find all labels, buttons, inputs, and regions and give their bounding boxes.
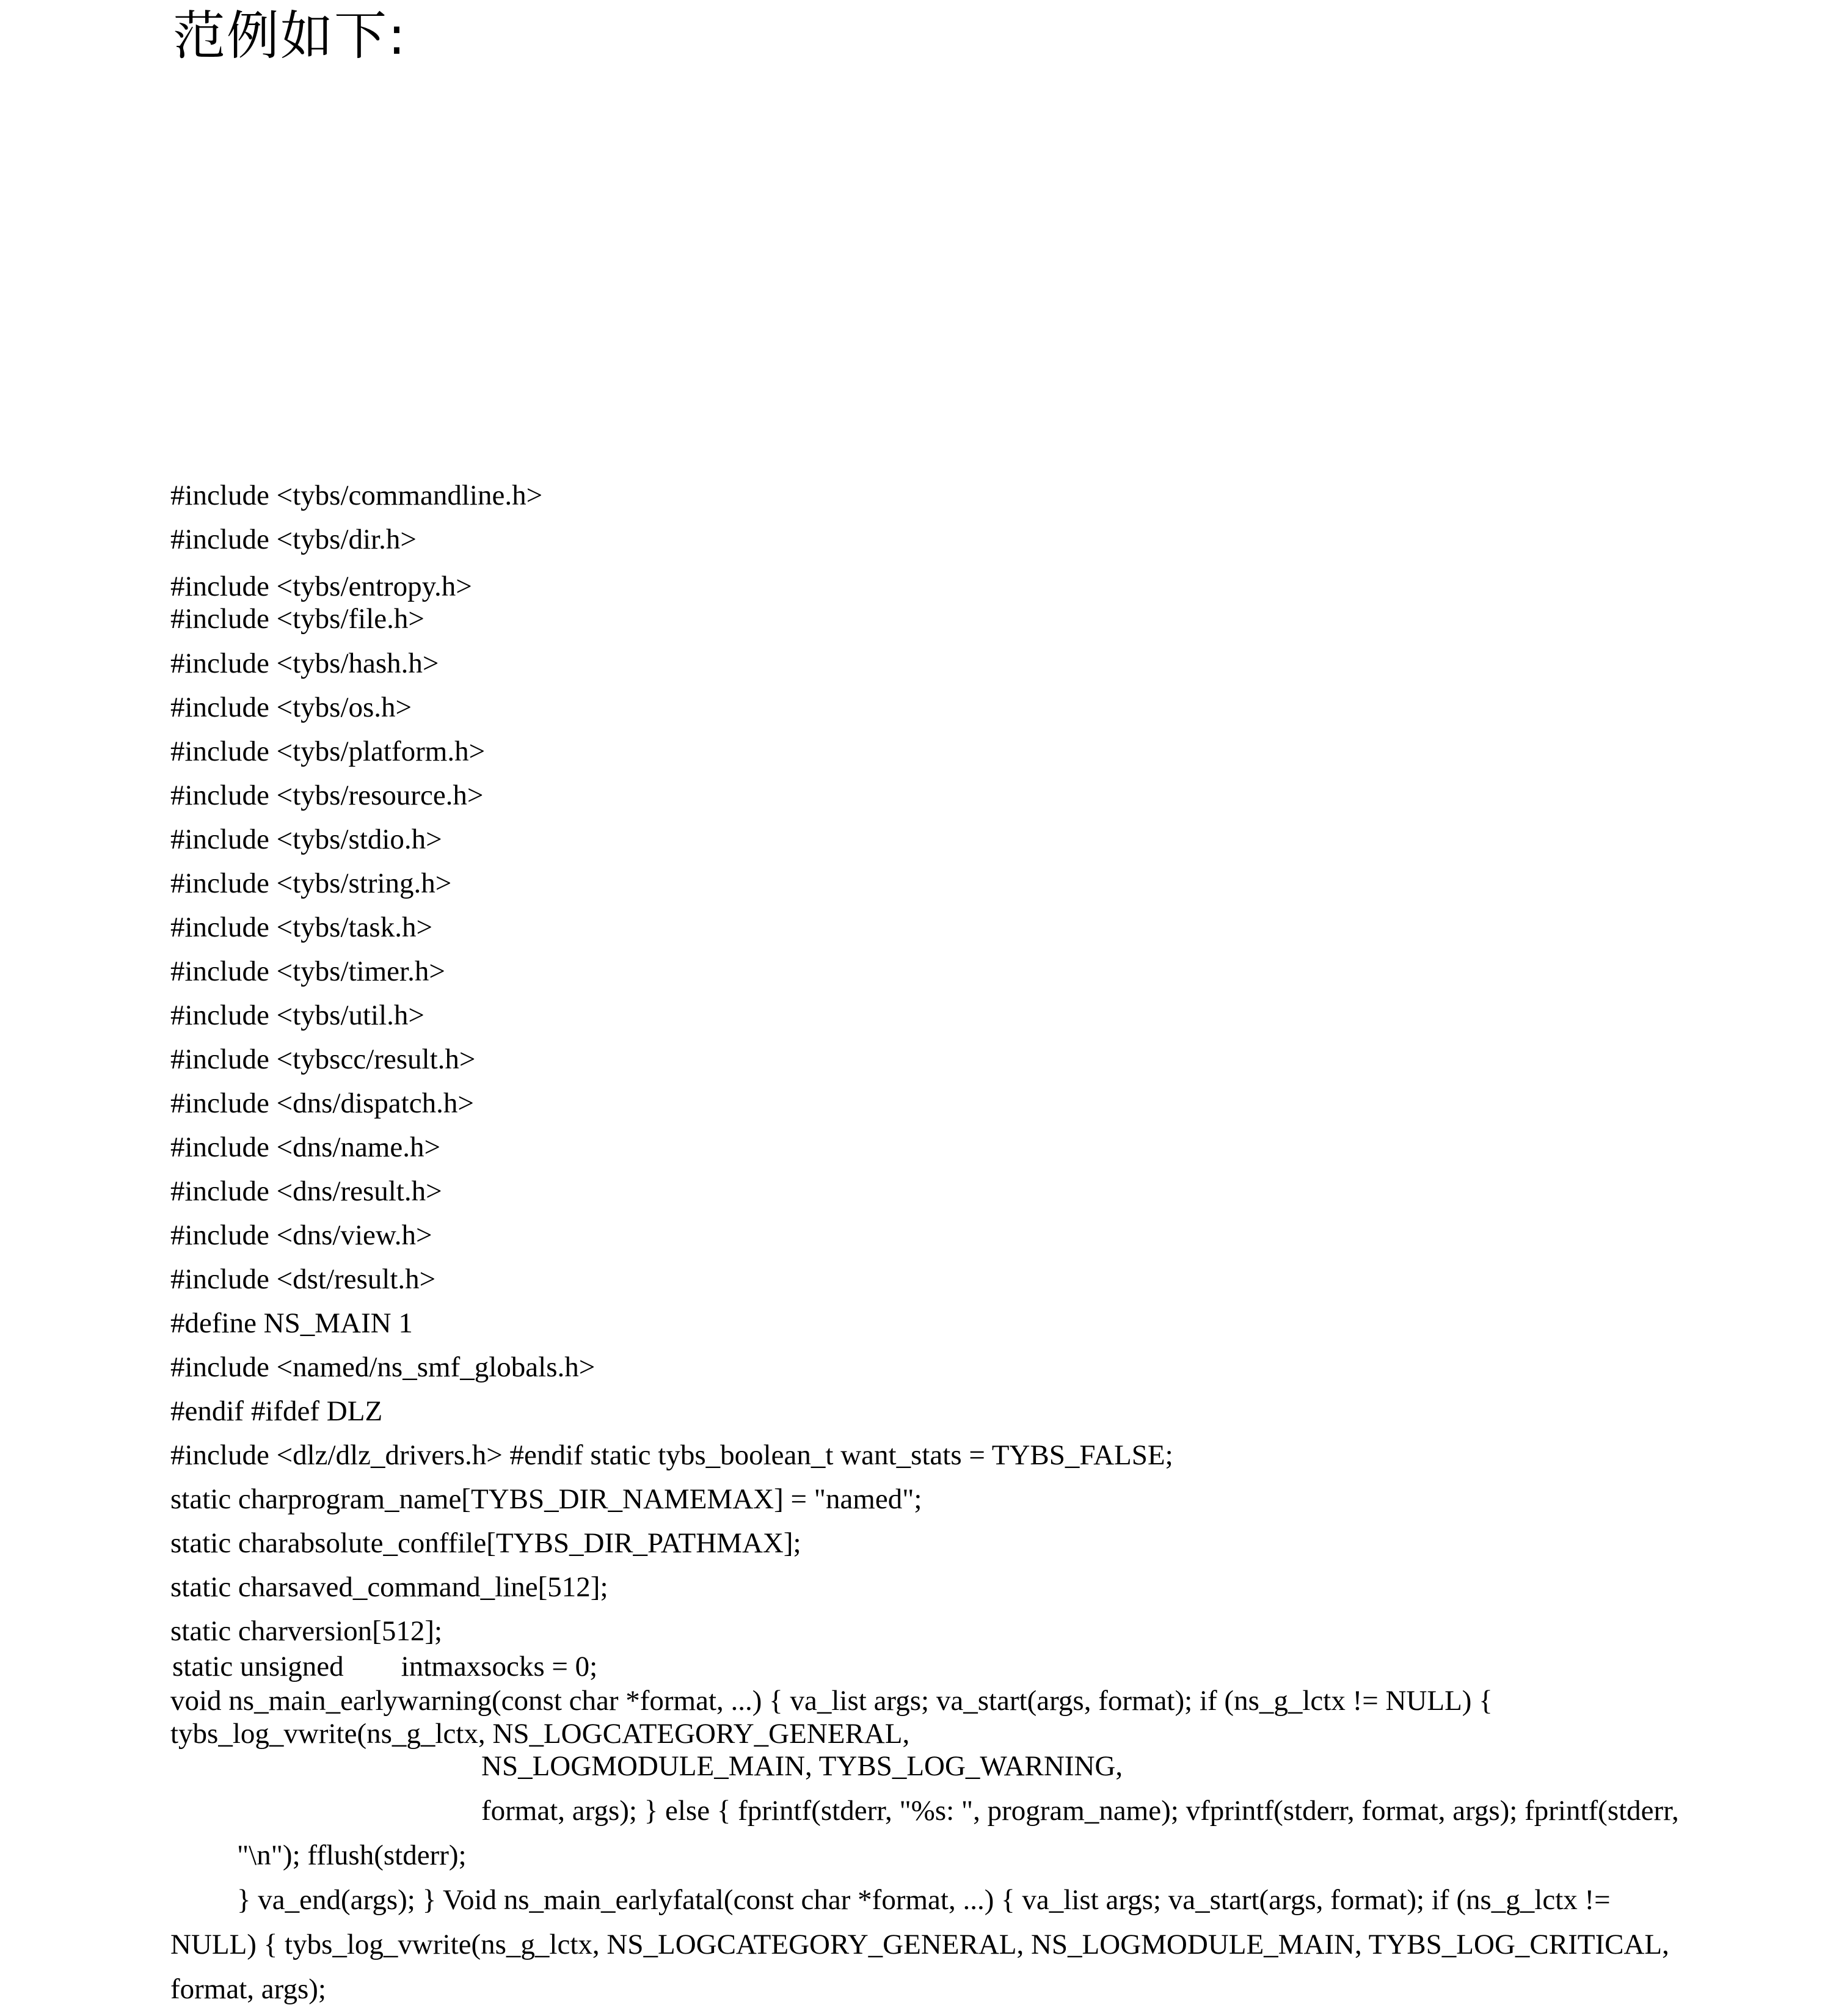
code-line: #include <dns/view.h>: [170, 1219, 432, 1251]
code-line: #include <dns/name.h>: [170, 1131, 440, 1163]
code-line: #include <tybs/dir.h>: [170, 524, 417, 555]
code-line: tybs_log_vwrite(ns_g_lctx, NS_LOGCATEGORY_GENERAL,: [170, 1718, 910, 1750]
code-line: #include <tybs/util.h>: [170, 999, 424, 1031]
code-line: static charsaved_command_line[512];: [170, 1571, 608, 1603]
code-line: #include <dns/dispatch.h>: [170, 1087, 474, 1119]
code-line: #include <dst/result.h>: [170, 1263, 436, 1295]
code-line: } va_end(args); } Void ns_main_earlyfatal(const char *format, ...) { va_list args; va_start(args, format); if (ns_g_lctx !=: [237, 1884, 1611, 1916]
code-line: #include <dlz/dlz_drivers.h> #endif static tybs_boolean_t want_stats = TYBS_FALSE;: [170, 1439, 1173, 1471]
code-line: static charversion[512];: [170, 1615, 443, 1647]
code-line: format, args); } else { fprintf(stderr, "%s: ", program_name); vfprintf(stderr, format, args); fprintf(stderr,: [481, 1795, 1679, 1827]
code-line: #include <tybs/task.h>: [170, 911, 432, 943]
code-line: NULL) { tybs_log_vwrite(ns_g_lctx, NS_LOGCATEGORY_GENERAL, NS_LOGMODULE_MAIN, TYBS_LOG_CRITICAL,: [170, 1929, 1669, 1960]
code-line: #include <tybs/stdio.h>: [170, 824, 442, 855]
code-line: #include <tybs/file.h>: [170, 603, 424, 635]
code-line: static charabsolute_conffile[TYBS_DIR_PATHMAX];: [170, 1527, 801, 1559]
code-line: void ns_main_earlywarning(const char *format, ...) { va_list args; va_start(args, format); if (ns_g_lctx != NULL) {: [170, 1685, 1493, 1717]
code-line: static charprogram_name[TYBS_DIR_NAMEMAX] = "named";: [170, 1483, 922, 1515]
code-line: #include <tybs/resource.h>: [170, 780, 484, 811]
code-line: #endif #ifdef DLZ: [170, 1395, 383, 1427]
code-line: #define NS_MAIN 1: [170, 1307, 413, 1339]
code-line: #include <tybs/commandline.h>: [170, 480, 543, 511]
code-line: #include <tybs/entropy.h>: [170, 571, 472, 602]
code-line: #include <tybs/string.h>: [170, 867, 452, 899]
code-line: #include <named/ns_smf_globals.h>: [170, 1351, 596, 1383]
code-line: #include <tybs/hash.h>: [170, 648, 439, 679]
code-line: #include <tybs/os.h>: [170, 692, 412, 723]
page-heading: 范例如下:: [173, 5, 407, 67]
code-line: #include <tybscc/result.h>: [170, 1043, 476, 1075]
code-line: NS_LOGMODULE_MAIN, TYBS_LOG_WARNING,: [481, 1750, 1123, 1782]
code-line: #include <tybs/platform.h>: [170, 736, 486, 767]
code-line: format, args);: [170, 1973, 326, 2005]
code-line: #include <dns/result.h>: [170, 1175, 442, 1207]
code-line: static unsigned intmaxsocks = 0;: [172, 1651, 598, 1682]
code-line: "\n"); fflush(stderr);: [237, 1839, 467, 1871]
code-line: #include <tybs/timer.h>: [170, 955, 445, 987]
